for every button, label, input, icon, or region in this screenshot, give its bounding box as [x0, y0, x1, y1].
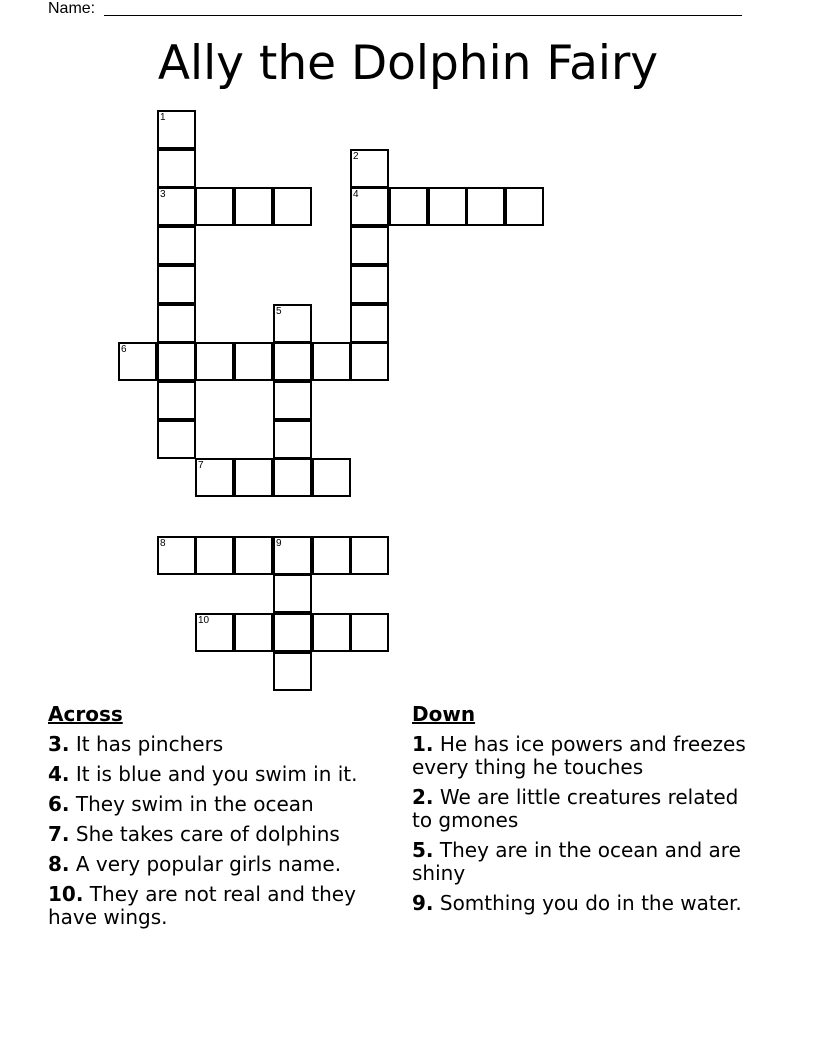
grid-cell[interactable] — [157, 420, 196, 459]
clue-number: 4 — [353, 189, 359, 200]
puzzle-title: Ally the Dolphin Fairy — [157, 36, 659, 91]
clue-down-2: 2. We are little creatures related to gmones — [412, 785, 739, 832]
grid-cell[interactable] — [118, 342, 157, 381]
grid-cell[interactable] — [234, 458, 273, 497]
grid-cell[interactable] — [157, 342, 196, 381]
down-clues — [412, 703, 757, 922]
grid-cell[interactable] — [273, 304, 312, 343]
grid-cell[interactable] — [195, 187, 234, 226]
grid-cell[interactable] — [157, 149, 196, 188]
grid-cell[interactable] — [273, 574, 312, 613]
grid-cell[interactable] — [350, 342, 389, 381]
grid-cell[interactable] — [157, 304, 196, 343]
grid-cell[interactable] — [350, 613, 389, 652]
clue-number: 2 — [353, 151, 359, 162]
grid-cell[interactable] — [273, 342, 312, 381]
clue-number: 3 — [160, 189, 166, 200]
name-field-label — [48, 0, 95, 18]
grid-cell[interactable] — [234, 536, 273, 575]
clue-across-10: 10. They are not real and they have wings. — [48, 882, 356, 929]
clue-down-9: 9. Somthing you do in the water. — [412, 891, 742, 915]
grid-cell[interactable] — [466, 187, 505, 226]
clue-across-8: 8. A very popular girls name. — [48, 852, 342, 876]
grid-cell[interactable] — [428, 187, 467, 226]
grid-cell[interactable] — [350, 265, 389, 304]
grid-cell[interactable] — [195, 613, 234, 652]
grid-cell[interactable] — [389, 187, 428, 226]
grid-cell[interactable] — [350, 149, 389, 188]
grid-cell[interactable] — [157, 265, 196, 304]
clue-across-4: 4. It is blue and you swim in it. — [48, 762, 358, 786]
across-clues — [48, 703, 393, 936]
grid-cell[interactable] — [195, 458, 234, 497]
grid-cell[interactable] — [234, 613, 273, 652]
clue-number: 7 — [198, 460, 204, 471]
clue-number: 10 — [198, 615, 210, 626]
grid-cell[interactable] — [350, 187, 389, 226]
clue-across-7: 7. She takes care of dolphins — [48, 822, 340, 846]
name-label: Name: — [48, 0, 96, 17]
grid-cell[interactable] — [273, 613, 312, 652]
clue-number: 8 — [160, 538, 166, 549]
grid-cell[interactable] — [273, 187, 312, 226]
clue-down-5: 5. They are in the ocean and are shiny — [412, 838, 741, 885]
grid-cell[interactable] — [157, 187, 196, 226]
grid-cell[interactable] — [234, 187, 273, 226]
grid-cell[interactable] — [195, 342, 234, 381]
clue-number: 5 — [276, 306, 282, 317]
name-underline[interactable] — [104, 15, 742, 16]
grid-cell[interactable] — [234, 342, 273, 381]
grid-cell[interactable] — [157, 226, 196, 265]
clue-down-1: 1. He has ice powers and freezes every thing he touches — [412, 732, 746, 779]
clue-number: 6 — [121, 344, 127, 355]
grid-cell[interactable] — [273, 536, 312, 575]
grid-cell[interactable] — [157, 536, 196, 575]
grid-cell[interactable] — [273, 458, 312, 497]
grid-cell[interactable] — [157, 381, 196, 420]
clue-number: 9 — [276, 538, 282, 549]
clue-number: 1 — [160, 112, 166, 123]
grid-cell[interactable] — [312, 342, 351, 381]
clue-across-3: 3. It has pinchers — [48, 732, 224, 756]
grid-cell[interactable] — [273, 381, 312, 420]
grid-cell[interactable] — [505, 187, 544, 226]
grid-cell[interactable] — [350, 226, 389, 265]
grid-cell[interactable] — [312, 458, 351, 497]
grid-cell[interactable] — [350, 536, 389, 575]
grid-cell[interactable] — [312, 536, 351, 575]
down-heading: Down — [412, 702, 476, 726]
across-heading: Across — [48, 702, 123, 726]
grid-cell[interactable] — [312, 613, 351, 652]
grid-cell[interactable] — [273, 420, 312, 459]
grid-cell[interactable] — [350, 304, 389, 343]
grid-cell[interactable] — [273, 652, 312, 691]
grid-cell[interactable] — [157, 110, 196, 149]
clue-across-6: 6. They swim in the ocean — [48, 792, 314, 816]
grid-cell[interactable] — [195, 536, 234, 575]
